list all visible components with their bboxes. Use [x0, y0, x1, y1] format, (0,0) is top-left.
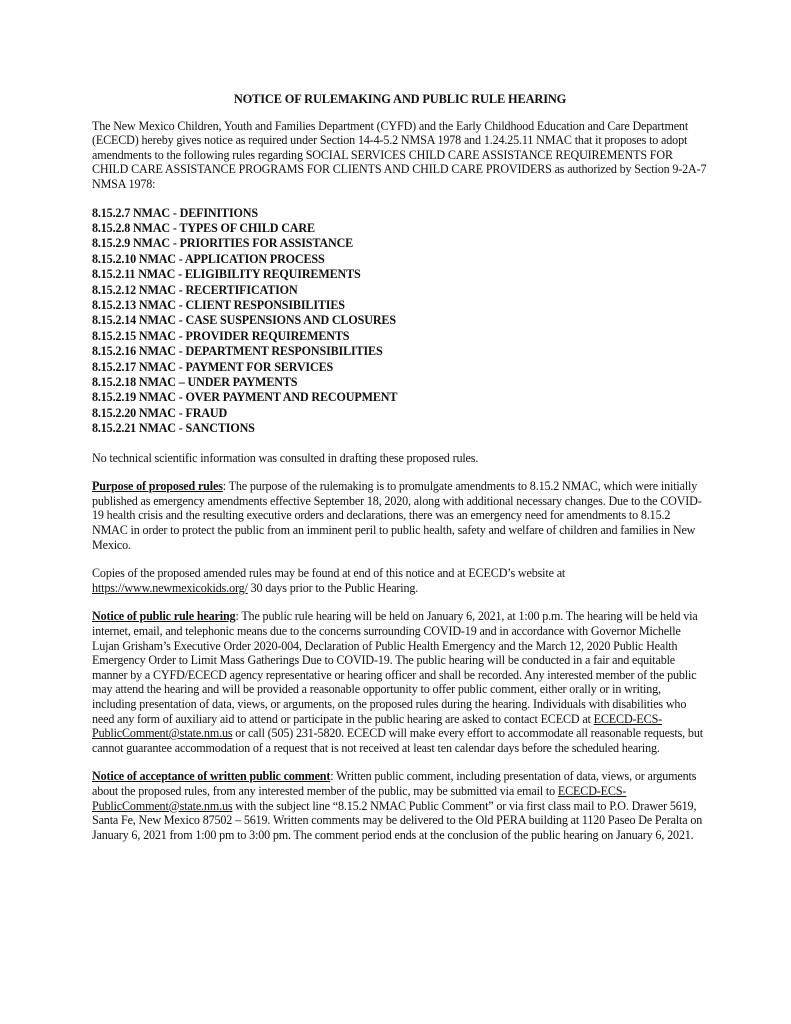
- copies-text-after: 30 days prior to the Public Hearing.: [247, 580, 419, 595]
- copies-paragraph: [92, 566, 708, 595]
- rule-item: 8.15.2.21 NMAC - SANCTIONS: [92, 421, 255, 436]
- purpose-paragraph: [92, 479, 708, 552]
- technical-info-paragraph: No technical scientific information was consulted in drafting these proposed rules.: [92, 450, 479, 465]
- rule-item: 8.15.2.18 NMAC – UNDER PAYMENTS: [92, 375, 298, 390]
- written-comment-heading: Notice of acceptance of written public comment: [92, 769, 331, 784]
- purpose-text: : The purpose of the rulemaking is to promulgate amendments to 8.15.2 NMAC, which were initially published as emergency amendments effective September 18, 2020, along with additional necessary changes. Due to the COVID-19 health crisis and the resulting executive orders and declarations, there was an emergency need for amendments to 8.15.2 NMAC in order to protect the public from an imminent peril to public health, safety and welfare of children and families in New Mexico.: [92, 479, 702, 552]
- rule-item: 8.15.2.17 NMAC - PAYMENT FOR SERVICES: [92, 359, 334, 374]
- hearing-text-after: or call (505) 231-5820. ECECD will make every effort to accommodate all reasonable requests, but cannot guarantee accommodation of a request that is not received at least ten calendar days before the scheduled hearing.: [92, 726, 703, 755]
- rule-item: 8.15.2.7 NMAC - DEFINITIONS: [92, 205, 258, 220]
- rule-item: 8.15.2.11 NMAC - ELIGIBILITY REQUIREMENTS: [92, 267, 361, 282]
- written-comment-paragraph: [92, 769, 708, 842]
- purpose-heading: Purpose of proposed rules: [92, 479, 223, 494]
- rules-list: [92, 206, 708, 437]
- hearing-text-before: : The public rule hearing will be held on January 6, 2021, at 1:00 p.m. The hearing will be held via internet, email, and telephonic means due to the concerns surrounding COVID-19 and in accordance with Governor Michelle Lujan Grisham’s Executive Order 2020-004, Declaration of Public Health Emergency and the March 12, 2020 Public Health Emergency Order to Limit Mass Gatherings Due to COVID-19. The public hearing will be conducted in a fair and equitable manner by a CYFD/ECECD agency representative or hearing officer and shall be recorded. Any interested member of the public may attend the hearing and will be provided a reasonable opportunity to offer public comment, either orally or in writing, including presentation of data, views, or arguments, on the proposed rules during the hearing. Individuals with disabilities who need any form of auxiliary aid to attend or participate in the public hearing are asked to contact ECECD at: [92, 609, 698, 726]
- rule-item: 8.15.2.13 NMAC - CLIENT RESPONSIBILITIES: [92, 298, 345, 312]
- hearing-paragraph: [92, 609, 708, 755]
- comment-email-link[interactable]: ECECD-ECS-PublicComment@state.nm.us: [92, 783, 627, 813]
- hearing-heading: Notice of public rule hearing: [92, 609, 236, 624]
- document-page: [92, 92, 708, 856]
- written-comment-text-before: : Written public comment, including presentation of data, views, or arguments about the proposed rules, from any interested member of the public, may be submitted via email to: [92, 769, 697, 798]
- intro-paragraph: The New Mexico Children, Youth and Families Department (CYFD) and the Early Childhood Education and Care Department (ECECD) hereby gives notice as required under Section 14-4-5.2 NMSA 1978 and 1.24.25.11 NMAC that it proposes to adopt amendments to the following rules regarding SOCIAL SERVICES CHILD CARE ASSISTANCE REQUIREMENTS FOR CHILD CARE ASSISTANCE PROGRAMS FOR CLIENTS AND CHILD CARE PROVIDERS as authorized by Section 9-2A-7 NMSA 1978:: [92, 118, 707, 191]
- written-comment-text-after: with the subject line “8.15.2 NMAC Public Comment” or via first class mail to P.O. Drawer 5619, Santa Fe, New Mexico 87502 – 5619. Written comments may be delivered to the Old PERA building at 1120 Paseo De Peralta on January 6, 2021 from 1:00 pm to 3:00 pm. The comment period ends at the conclusion of the public hearing on January 6, 2021.: [92, 798, 703, 842]
- rule-item: 8.15.2.16 NMAC - DEPARTMENT RESPONSIBILITIES: [92, 344, 383, 359]
- rule-item: 8.15.2.15 NMAC - PROVIDER REQUIREMENTS: [92, 328, 350, 343]
- rule-item: 8.15.2.14 NMAC - CASE SUSPENSIONS AND CLOSURES: [92, 313, 396, 328]
- rule-item: 8.15.2.20 NMAC - FRAUD: [92, 405, 228, 420]
- rule-item: 8.15.2.12 NMAC - RECERTIFICATION: [92, 282, 298, 297]
- rule-item: 8.15.2.10 NMAC - APPLICATION PROCESS: [92, 251, 325, 266]
- rule-item: 8.15.2.9 NMAC - PRIORITIES FOR ASSISTANCE: [92, 236, 354, 251]
- copies-text-before: Copies of the proposed amended rules may be found at end of this notice and at ECECD’s website at: [92, 566, 566, 581]
- hearing-email-link[interactable]: ECECD-ECS-PublicComment@state.nm.us: [92, 711, 663, 741]
- document-title: NOTICE OF RULEMAKING AND PUBLIC RULE HEARING: [233, 92, 567, 106]
- rule-item: 8.15.2.8 NMAC - TYPES OF CHILD CARE: [92, 220, 315, 235]
- rule-item: 8.15.2.19 NMAC - OVER PAYMENT AND RECOUPMENT: [92, 390, 398, 405]
- website-link[interactable]: https://www.newmexicokids.org/: [92, 580, 248, 595]
